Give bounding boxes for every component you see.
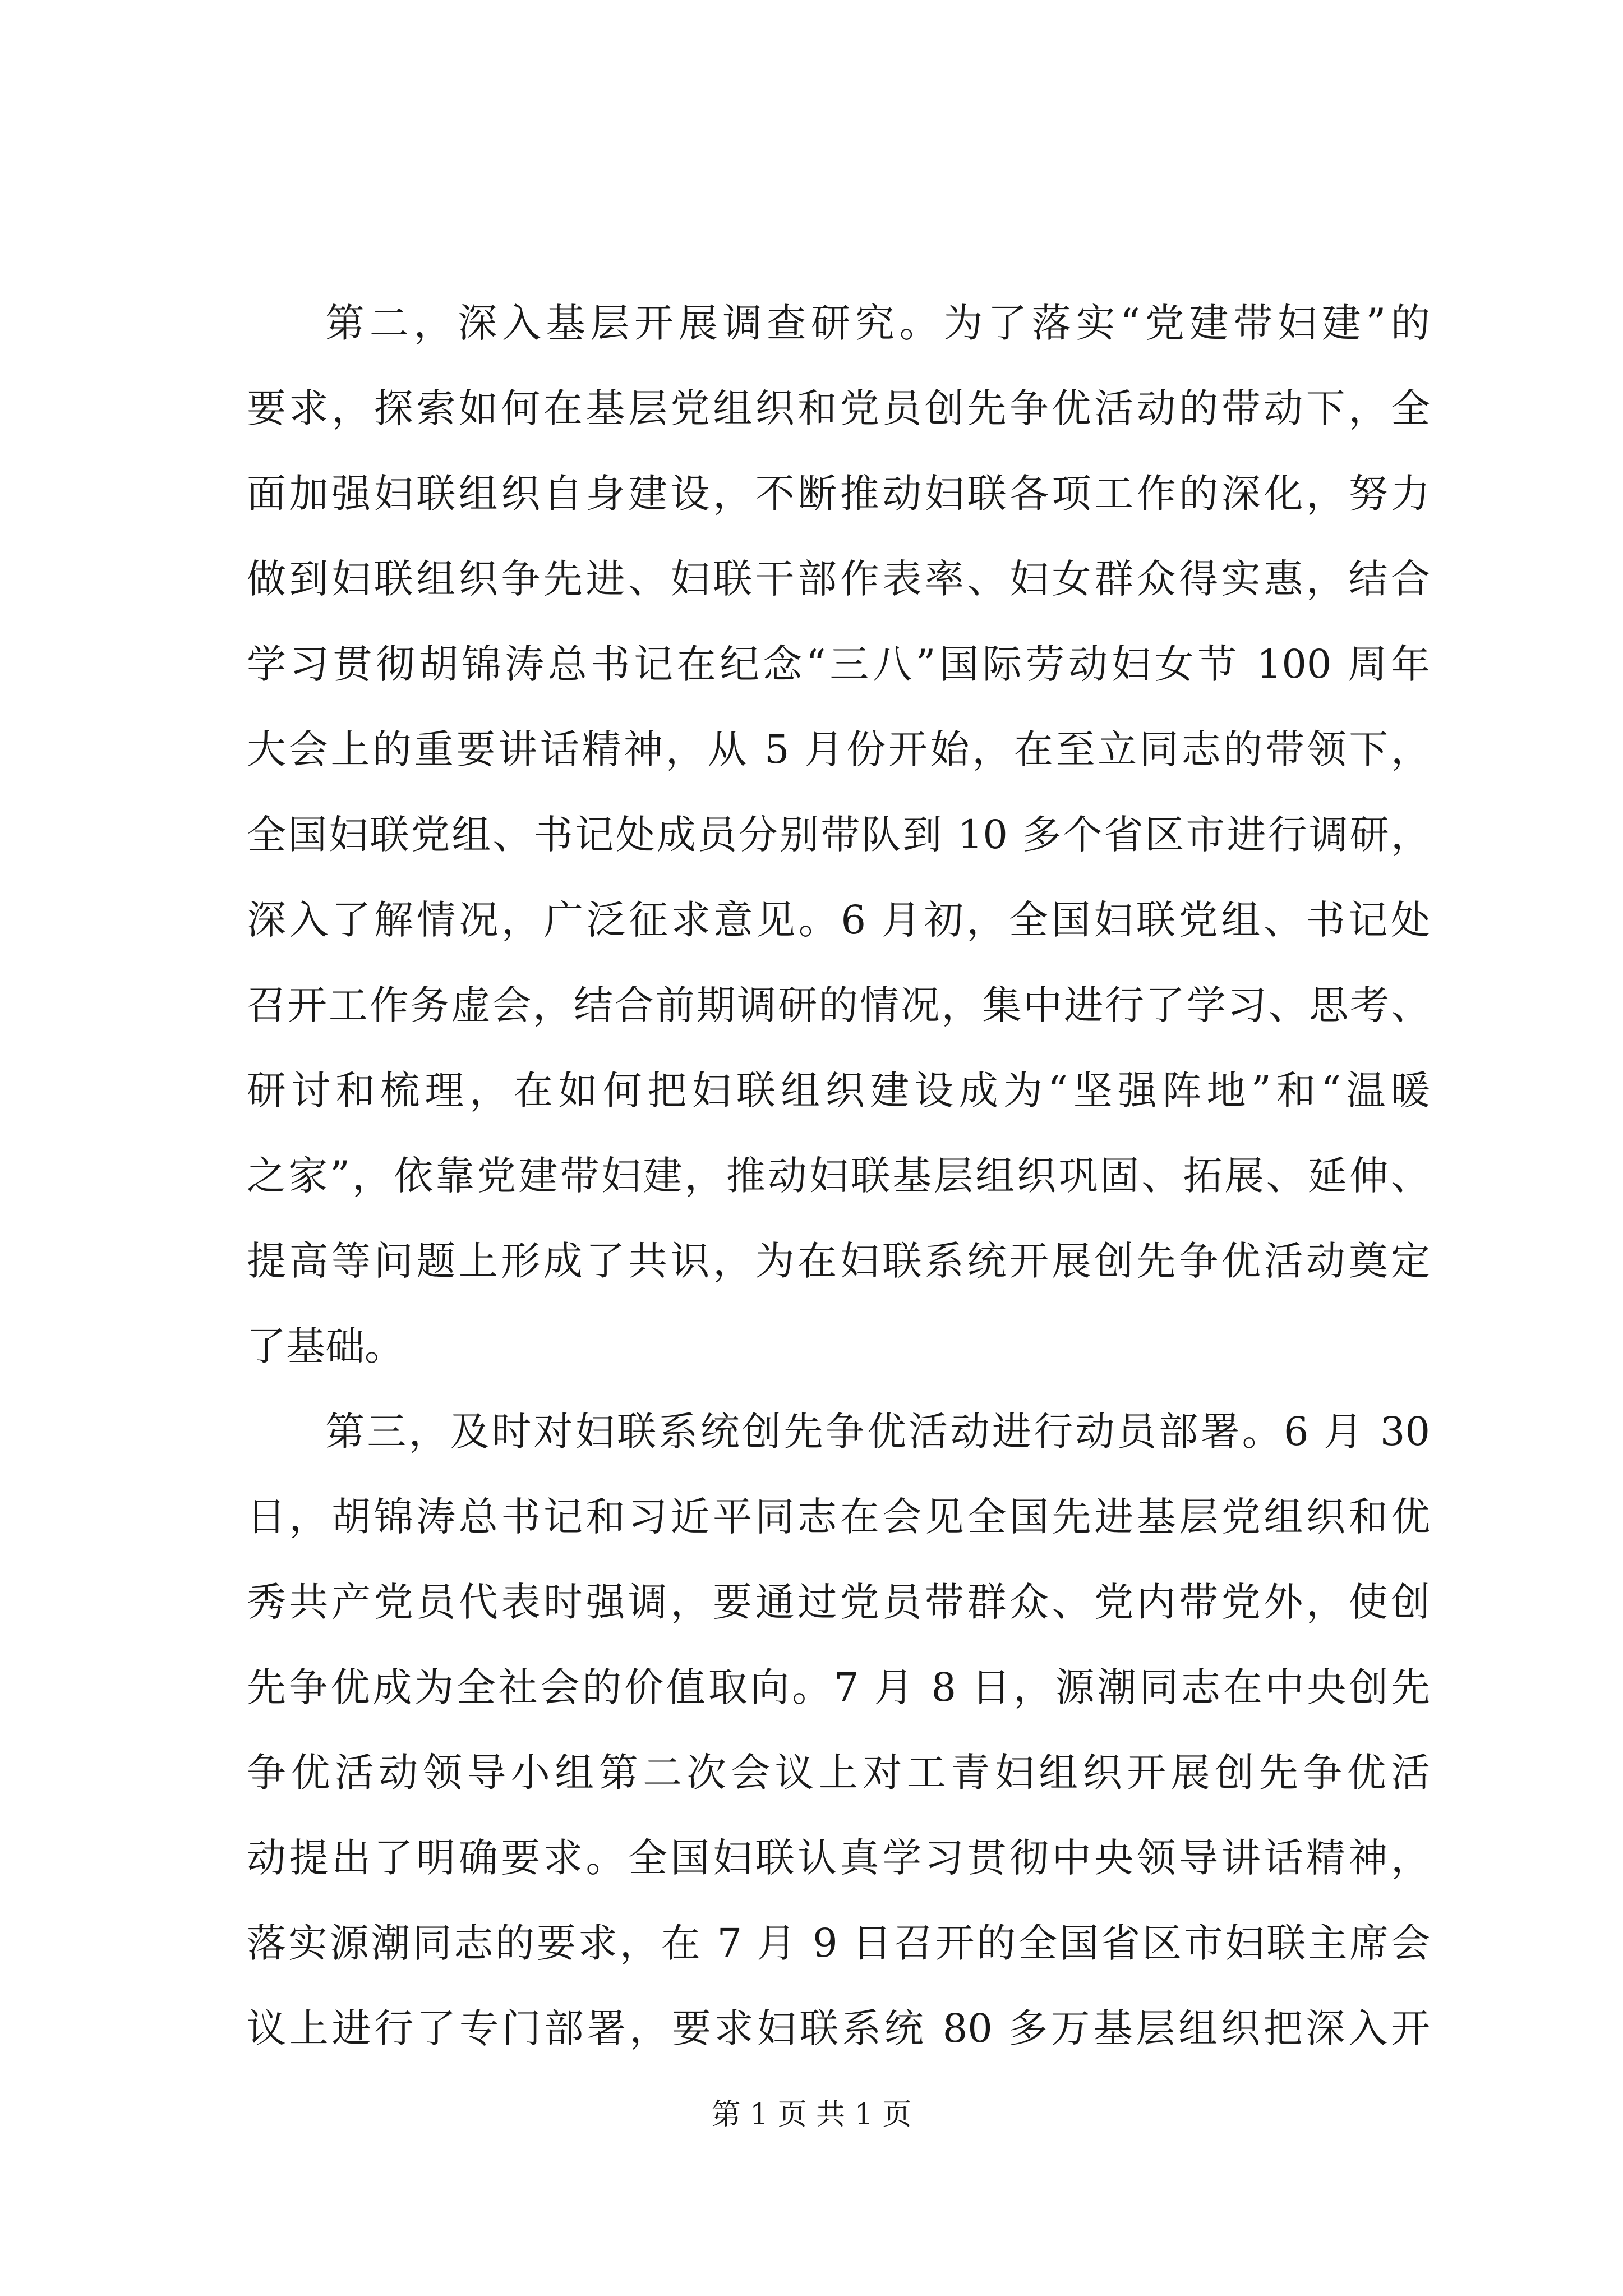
- paragraph-1-line-3: 面加强妇联组织自身建设，不断推动妇联各项工作的深化，努力: [247, 471, 1430, 517]
- body-text: [247, 280, 1430, 2071]
- paragraph-2-line-6: 动提出了明确要求。全国妇联认真学习贯彻中央领导讲话精神，: [247, 1835, 1430, 1881]
- paragraph-1-line-8: 深入了解情况，广泛征求意见。6 月初，全国妇联党组、书记处: [247, 897, 1430, 943]
- paragraph-1-line-5: 学习贯彻胡锦涛总书记在纪念“三八”国际劳动妇女节 100 周年: [247, 641, 1430, 687]
- page-number-label: 第 1 页 共 1 页: [711, 2098, 912, 2132]
- paragraph-1-line-9: 召开工作务虚会，结合前期调研的情况，集中进行了学习、思考、: [247, 982, 1430, 1028]
- page-footer: [0, 2092, 1623, 2137]
- paragraph-2-line-1: 第三，及时对妇联系统创先争优活动进行动员部署。6 月 30: [325, 1409, 1430, 1455]
- paragraph-1-line-11: 之家”，依靠党建带妇建，推动妇联基层组织巩固、拓展、延伸、: [247, 1153, 1430, 1199]
- paragraph-1-line-4: 做到妇联组织争先进、妇联干部作表率、妇女群众得实惠，结合: [247, 556, 1430, 602]
- paragraph-2-line-3: 秀共产党员代表时强调，要通过党员带群众、党内带党外，使创: [247, 1579, 1430, 1625]
- paragraph-2-line-8: 议上进行了专门部署，要求妇联系统 80 多万基层组织把深入开: [247, 2005, 1430, 2051]
- paragraph-2-line-2: 日，胡锦涛总书记和习近平同志在会见全国先进基层党组织和优: [247, 1494, 1430, 1540]
- paragraph-2-line-7: 落实源潮同志的要求，在 7 月 9 日召开的全国省区市妇联主席会: [247, 1920, 1430, 1966]
- paragraph-1-line-7: 全国妇联党组、书记处成员分别带队到 10 多个省区市进行调研，: [247, 812, 1430, 858]
- paragraph-2-line-5: 争优活动领导小组第二次会议上对工青妇组织开展创先争优活: [247, 1750, 1430, 1796]
- paragraph-2-line-4: 先争优成为全社会的价值取向。7 月 8 日，源潮同志在中央创先: [247, 1664, 1430, 1710]
- paragraph-1-line-2: 要求，探索如何在基层党组织和党员创先争优活动的带动下，全: [247, 385, 1430, 431]
- paragraph-1-line-6: 大会上的重要讲话精神，从 5 月份开始，在至立同志的带领下，: [247, 726, 1430, 772]
- paragraph-1-line-10: 研讨和梳理，在如何把妇联组织建设成为“坚强阵地”和“温暖: [247, 1068, 1430, 1114]
- paragraph-1-line-12: 提高等问题上形成了共识，为在妇联系统开展创先争优活动奠定: [247, 1238, 1430, 1284]
- paragraph-1-line-13: 了基础。: [247, 1323, 404, 1369]
- paragraph-1-line-1: 第二，深入基层开展调查研究。为了落实“党建带妇建”的: [325, 300, 1430, 346]
